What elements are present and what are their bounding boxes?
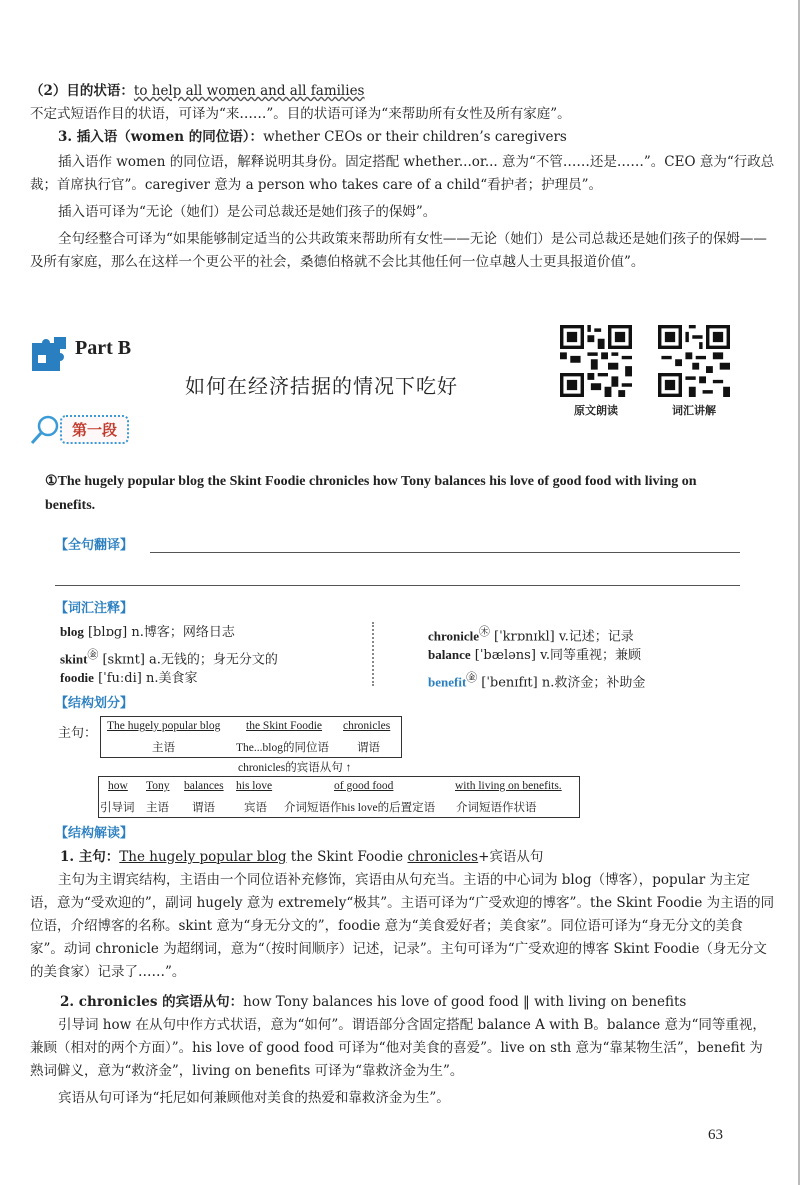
main-part: The hugely popular blog — [107, 720, 221, 732]
clause-part: with living on benefits. — [455, 780, 562, 792]
vocab-item: foodie [ˈfuːdi] n.美食家 — [60, 670, 198, 686]
parenthesis-translation: 插入语可译为“无论（她们）是公司总裁还是她们孩子的保姆”。 — [58, 204, 437, 220]
section-heading — [30, 410, 180, 450]
answer-line — [150, 552, 740, 553]
label-translation: 【全句翻译】 — [55, 538, 134, 553]
qr-caption-vocab: 词汇讲解 — [672, 404, 716, 417]
vocab-item: skint㊎ [skɪnt] a.无钱的；身无分文的 — [60, 648, 278, 668]
clause-role: 介词短语作his love的后置定语 — [284, 802, 436, 814]
parenthesis-note: 插入语作 women 的同位语，解释说明其身份。固定搭配 whether...or... 意为“不管……还是……”。CEO 意为“行政总裁；首席执行官”。caregiver 意为 a person who takes care of a child“看护者；护理员”。 — [30, 154, 775, 193]
label-vocab: 【词汇注释】 — [55, 601, 134, 616]
vocab-item: blog [blɒg] n.博客；网络日志 — [60, 624, 235, 640]
analysis-paragraph-1: 主句为主谓宾结构，主语由一个同位语补充修饰，宾语由从句充当。主语的中心词为 blog（博客），popular 为主定语，意为“受欢迎的”，副词 hugely 意为 extremely“极其”。主语可译为“广受欢迎的博客”。the Skint Foodie 为主语的同位语，介绍博客的名称。skint 意为“身无分文的”，foodie 意为“美食爱好者；美食家”。同位语可译为“身无分文的美食家”。动词 chronicle 为超纲词，意为“（按时间顺序）记述，记录”。主句可译为“广受欢迎的博客 Skint Foodie（身无分文的美食家）记录了……”。 — [30, 872, 775, 980]
analysis-paragraph-2: 引导词 how 在从句中作方式状语，意为“如何”。谓语部分含固定搭配 balance A with B。balance 意为“同等重视，兼顾（相对的两个方面）”。his love of good food 可译为“他对美食的喜爱”。live on sth 意为“靠某物生活”，benefit 为熟词僻义，意为“救济金”，living on benefits 可译为“靠救济金为生”。 — [30, 1017, 766, 1079]
vocab-item: balance [ˈbæləns] v.同等重视；兼顾 — [428, 647, 641, 663]
qr-code-vocab[interactable] — [658, 325, 730, 397]
analysis-heading-2: 2. chronicles 的宾语从句：how Tony balances his love of good food ‖ with living on benefits — [60, 994, 687, 1010]
full-sentence-translation: 全句经整合可译为“如果能够制定适当的公共政策来帮助所有女性——无论（她们）是公司总裁还是她们孩子的保姆——及所有家庭，那么在这样一个更公平的社会，桑德伯格就不会比其他任何一位卓越人士更具报道价值”。 — [30, 231, 767, 270]
clause-role: 谓语 — [192, 802, 215, 814]
main-role: 主语 — [152, 742, 175, 754]
vocab-divider — [372, 622, 380, 686]
key-sentence: ①The hugely popular blog the Skint Foodie chronicles how Tony balances his love of good food with living on benefits. — [45, 474, 697, 513]
vocab-item: chronicle㊍ [ˈkrɒnɪkl] v.记述；记录 — [428, 625, 634, 645]
main-role: 谓语 — [357, 742, 380, 754]
qr-caption-reading: 原文朗读 — [574, 404, 618, 417]
answer-line — [55, 585, 740, 586]
main-clause-label: 主句： — [58, 725, 98, 740]
main-part: the Skint Foodie — [246, 720, 323, 732]
main-role: The...blog的同位语 — [236, 742, 329, 754]
vocab-item: benefit㊎ [ˈbenɪfɪt] n.救济金；补助金 — [428, 671, 646, 691]
analysis-heading-1: 1. 主句：The hugely popular blog the Skint Foodie chronicles+宾语从句 — [60, 849, 544, 865]
part-title: Part B — [75, 337, 132, 359]
clause-role: 引导词 — [100, 802, 135, 814]
section-label: 第一段 — [60, 415, 129, 444]
clause-part: balances — [184, 780, 224, 792]
magnifier-icon — [30, 414, 60, 446]
passage-title: 如何在经济拮据的情况下吃好 — [185, 374, 458, 398]
clause-part: of good food — [334, 780, 394, 792]
analysis-paragraph-3: 宾语从句可译为“托尼如何兼顾他对美食的热爱和靠救济金为生”。 — [58, 1090, 450, 1106]
parenthesis-heading: 3. 插入语（women 的同位语）：whether CEOs or their children’s caregivers — [58, 129, 567, 145]
clause-role: 宾语 — [244, 802, 267, 814]
qr-code-reading[interactable] — [560, 325, 632, 397]
clause-note: chronicles的宾语从句 ↑ — [238, 762, 352, 774]
clause-part: how — [108, 780, 128, 792]
clause-part: Tony — [146, 780, 170, 792]
purpose-adverbial-note: 不定式短语作目的状语，可译为“来……”。目的状语可译为“来帮助所有女性及所有家庭”。 — [30, 106, 571, 122]
clause-role: 介词短语作状语 — [456, 802, 537, 814]
purpose-adverbial-heading: （2）目的状语：to help all women and all families — [30, 83, 365, 99]
page-number: 63 — [708, 1127, 723, 1143]
clause-part: his love — [236, 780, 273, 792]
label-structure: 【结构划分】 — [55, 696, 134, 711]
puzzle-icon — [30, 335, 70, 373]
clause-role: 主语 — [146, 802, 169, 814]
label-analysis: 【结构解读】 — [55, 826, 134, 841]
main-part: chronicles — [343, 720, 391, 732]
